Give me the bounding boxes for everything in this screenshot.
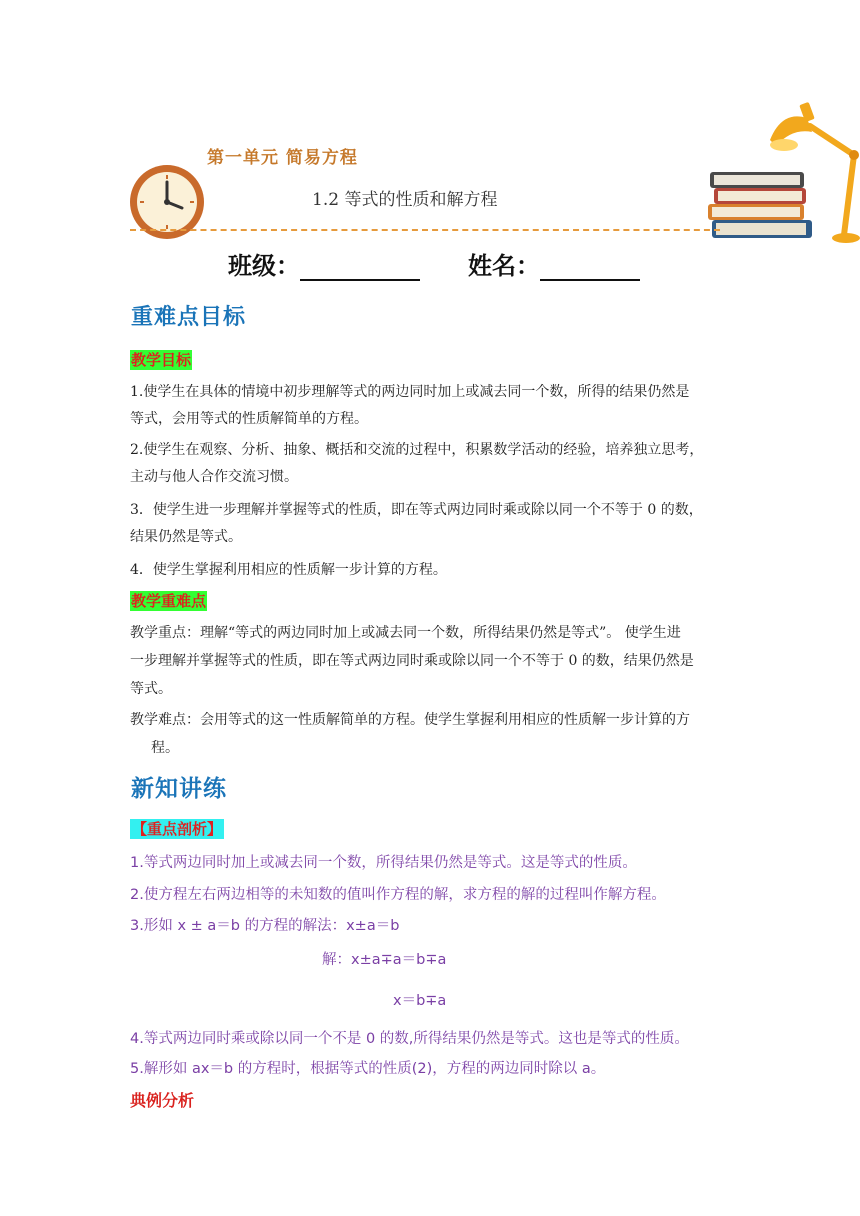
goal-line: 1.使学生在具体的情境中初步理解等式的两边同时加上或减去同一个数，所得的结果仍然是 xyxy=(130,384,690,400)
header-divider xyxy=(130,229,720,231)
example-label: 典例分析 xyxy=(130,1091,195,1110)
point-line: 1.等式两边同时加上或减去同一个数，所得结果仍然是等式。这是等式的性质。 xyxy=(130,855,637,871)
key-line: 教学重点：理解“等式的两边同时加上或减去同一个数，所得结果仍然是等式”。 使学生进 xyxy=(130,625,681,641)
objectives-heading: 重难点目标 xyxy=(131,305,247,330)
name-field xyxy=(468,246,640,281)
name-blank xyxy=(540,253,640,281)
solution-line: 解：x±a∓a＝b∓a xyxy=(322,952,447,968)
analysis-label: 【重点剖析】 xyxy=(132,820,223,838)
key-line: 一步理解并掌握等式的性质，即在等式两边同时乘或除以同一个不等于 0 的数，结果仍然是 xyxy=(130,653,694,669)
books-icon xyxy=(700,168,820,246)
key-label: 教学重难点 xyxy=(131,592,207,610)
unit-title: 第一单元 简易方程 xyxy=(207,148,358,168)
class-field xyxy=(228,246,420,281)
lesson-title: 1.2 等式的性质和解方程 xyxy=(312,190,498,210)
class-label: 班级： xyxy=(228,252,300,280)
goal-line: 2.使学生在观察、分析、抽象、概括和交流的过程中，积累数学活动的经验，培养独立思考， xyxy=(130,442,704,458)
new-knowledge-heading: 新知讲练 xyxy=(131,776,227,802)
analysis-label-wrap xyxy=(130,818,224,839)
key-line: 等式。 xyxy=(130,681,172,697)
goal-line: 4．使学生掌握利用相应的性质解一步计算的方程。 xyxy=(130,562,447,578)
goal-line: 等式，会用等式的性质解简单的方程。 xyxy=(130,411,368,427)
point-line: 4.等式两边同时乘或除以同一个不是 0 的数,所得结果仍然是等式。这也是等式的性质。 xyxy=(130,1031,689,1047)
solution-line: x＝b∓a xyxy=(393,993,447,1009)
goals-label: 教学目标 xyxy=(131,351,192,369)
point-line: 3.形如 x ± a＝b 的方程的解法：x±a＝b xyxy=(130,918,400,934)
goal-line: 3．使学生进一步理解并掌握等式的性质，即在等式两边同时乘或除以同一个不等于 0 的数， xyxy=(130,502,703,518)
key-line: 程。 xyxy=(151,740,179,756)
key-line: 教学难点：会用等式的这一性质解简单的方程。使学生掌握利用相应的性质解一步计算的方 xyxy=(130,712,690,728)
class-blank xyxy=(300,253,420,281)
goals-label-wrap xyxy=(130,349,192,370)
point-line: 2.使方程左右两边相等的未知数的值叫作方程的解，求方程的解的过程叫作解方程。 xyxy=(130,887,666,903)
point-line: 5.解形如 ax＝b 的方程时，根据等式的性质(2)，方程的两边同时除以 a。 xyxy=(130,1061,606,1077)
goal-line: 主动与他人合作交流习惯。 xyxy=(130,469,298,485)
name-label: 姓名： xyxy=(468,252,540,280)
goal-line: 结果仍然是等式。 xyxy=(130,529,242,545)
key-label-wrap xyxy=(130,590,207,611)
